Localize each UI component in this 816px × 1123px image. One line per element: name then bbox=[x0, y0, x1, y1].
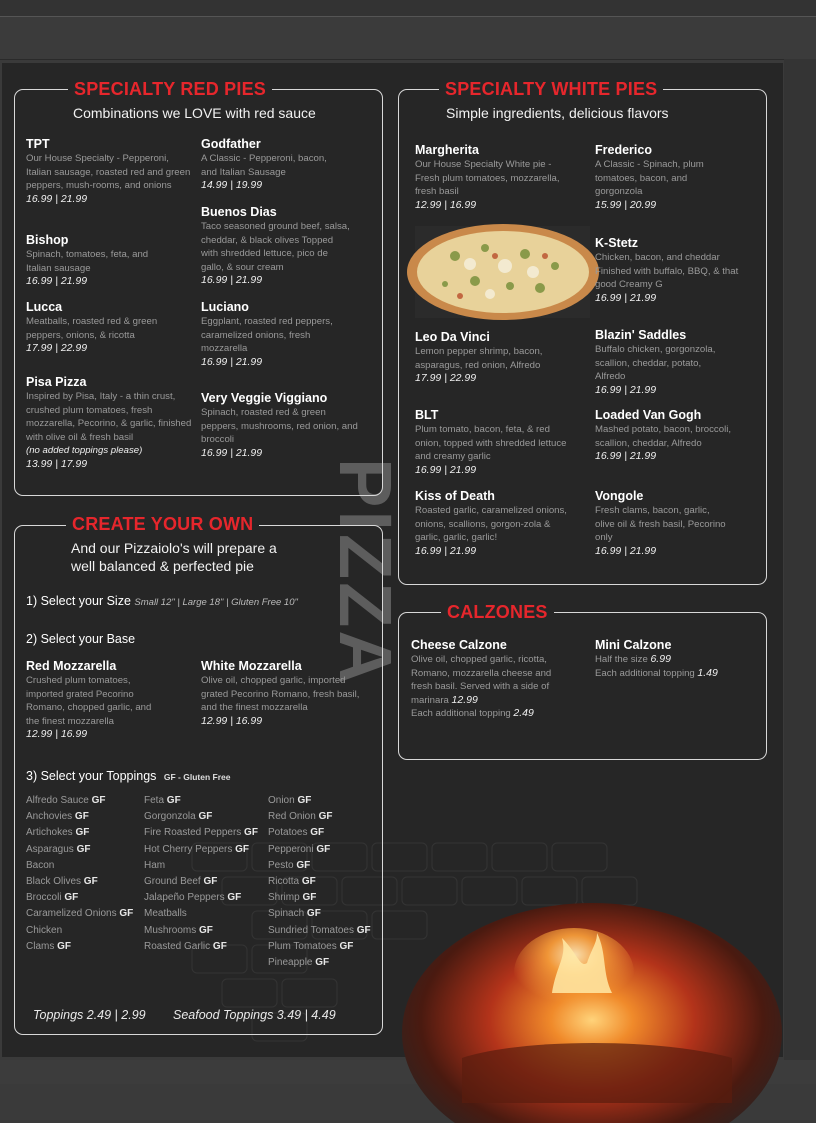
item-desc: A Classic - Pepperoni, bacon, and Italian Sausage bbox=[201, 153, 327, 178]
item-price: 15.99 | 20.99 bbox=[595, 198, 657, 211]
item-name: K-Stetz bbox=[595, 236, 639, 250]
item-desc: Chicken, bacon, and cheddar Finished with buffalo, BBQ, & that good Creamy G bbox=[595, 252, 739, 291]
menu-item-mini-calzone bbox=[595, 638, 767, 680]
item-name: Mini Calzone bbox=[595, 638, 672, 652]
menu-item-luciano bbox=[201, 300, 373, 369]
item-price: 16.99 | 21.99 bbox=[26, 192, 88, 205]
item-name: Godfather bbox=[201, 137, 261, 151]
step-select-base: 2) Select your Base bbox=[26, 632, 136, 646]
topping-name: Alfredo Sauce bbox=[26, 795, 89, 806]
topping-name: Caramelized Onions bbox=[26, 908, 117, 920]
topping-name: Pepperoni bbox=[268, 843, 314, 855]
gluten-free-badge: GF bbox=[61, 892, 79, 904]
menu-item-tpt bbox=[26, 137, 198, 206]
gluten-free-badge: GF bbox=[73, 843, 91, 855]
item-price: 16.99 | 21.99 bbox=[415, 463, 477, 476]
menu-item-leo-da-vinci bbox=[415, 330, 587, 386]
topping-item bbox=[268, 809, 383, 825]
topping-name: Sundried Tomatoes bbox=[268, 924, 354, 936]
item-name: Very Veggie Viggiano bbox=[201, 391, 328, 405]
topping-item bbox=[268, 874, 383, 890]
gluten-free-badge: GF bbox=[315, 811, 333, 823]
topping-name: Black Olives bbox=[26, 876, 82, 888]
topping-name: Onion bbox=[268, 795, 295, 806]
topping-item bbox=[268, 858, 383, 874]
topping-item bbox=[26, 890, 146, 906]
topping-item bbox=[26, 874, 146, 890]
menu-page bbox=[2, 63, 783, 1057]
gluten-free-badge: GF bbox=[293, 859, 311, 871]
topping-item bbox=[144, 809, 269, 825]
topping-item bbox=[144, 842, 269, 858]
topping-name: Spinach bbox=[268, 908, 305, 920]
item-desc: A Classic - Spinach, plum tomatoes, bacon, and gorgonzola bbox=[595, 159, 704, 198]
item-price: 16.99 | 21.99 bbox=[201, 274, 263, 287]
extra-price: 1.49 bbox=[697, 666, 718, 679]
menu-item-pisa-pizza bbox=[26, 375, 198, 472]
topping-name: Bacon bbox=[26, 859, 55, 871]
topping-item bbox=[26, 858, 146, 874]
gluten-free-badge: GF bbox=[224, 892, 242, 904]
item-price: 16.99 | 21.99 bbox=[415, 544, 477, 557]
item-name: Red Mozzarella bbox=[26, 659, 117, 673]
red-pies-subtitle: Combinations we LOVE with red sauce bbox=[73, 105, 316, 121]
topping-item bbox=[26, 906, 146, 922]
item-price: 16.99 | 21.99 bbox=[595, 450, 657, 463]
toppings-column-2 bbox=[144, 793, 269, 955]
item-desc: Fresh clams, bacon, garlic, olive oil & fresh basil, Pecorino only bbox=[595, 505, 726, 544]
topping-name: Ground Beef bbox=[144, 876, 201, 888]
item-extra bbox=[411, 707, 583, 721]
item-name: Margherita bbox=[415, 143, 479, 157]
red-pies-heading: SPECIALTY RED PIES bbox=[68, 79, 272, 100]
topping-item bbox=[268, 939, 383, 955]
gluten-free-badge: GF bbox=[72, 811, 89, 823]
item-desc: Plum tomato, bacon, feta, & red onion, topped with shredded lettuce and creamy garlic bbox=[415, 424, 567, 463]
gluten-free-badge: GF bbox=[299, 876, 316, 888]
gluten-free-badge: GF bbox=[196, 924, 213, 936]
item-note: (no added toppings please) bbox=[26, 445, 143, 457]
menu-item-buenos-dias bbox=[201, 205, 373, 288]
gluten-free-badge: GF bbox=[195, 811, 213, 823]
gluten-free-badge: GF bbox=[299, 892, 317, 904]
item-desc: Eggplant, roasted red peppers, caramelized onions, fresh mozzarella bbox=[201, 316, 333, 355]
item-desc: Spinach, roasted red & green peppers, mushrooms, red onion, and broccoli bbox=[201, 407, 358, 446]
item-name: Lucca bbox=[26, 300, 63, 314]
item-name: Cheese Calzone bbox=[411, 638, 507, 652]
topping-item bbox=[144, 874, 269, 890]
topping-item bbox=[144, 858, 269, 874]
item-price: 17.99 | 22.99 bbox=[26, 342, 88, 355]
menu-item-margherita bbox=[415, 143, 587, 212]
topping-item bbox=[268, 842, 383, 858]
topping-item bbox=[144, 906, 269, 922]
item-name: Loaded Van Gogh bbox=[595, 408, 702, 422]
item-price: 12.99 bbox=[451, 693, 478, 706]
topping-item bbox=[268, 906, 383, 922]
create-your-own-heading: CREATE YOUR OWN bbox=[66, 514, 259, 535]
step-label: 1) Select your Size bbox=[26, 594, 131, 608]
viewer-header-band bbox=[0, 17, 816, 60]
item-desc: Buffalo chicken, gorgonzola, scallion, cheddar, potato, Alfredo bbox=[595, 344, 716, 383]
item-name: Frederico bbox=[595, 143, 652, 157]
top-toolbar-strip bbox=[0, 0, 816, 17]
create-subtitle-line1: And our Pizzaiolo's will prepare a bbox=[71, 540, 277, 556]
base-red-mozzarella bbox=[26, 659, 198, 742]
item-price: 16.99 | 21.99 bbox=[595, 383, 657, 396]
viewer-right-gutter bbox=[784, 59, 816, 1084]
topping-name: Ricotta bbox=[268, 876, 300, 888]
menu-item-very-veggie-viggiano bbox=[201, 391, 373, 460]
item-price: 16.99 | 21.99 bbox=[26, 275, 88, 288]
extra-label: Each additional topping bbox=[595, 667, 695, 679]
gluten-free-badge: GF bbox=[72, 827, 90, 839]
item-price: 16.99 | 21.99 bbox=[595, 291, 657, 304]
menu-item-loaded-van-gogh bbox=[595, 408, 767, 464]
item-name: White Mozzarella bbox=[201, 659, 302, 673]
item-desc: Lemon pepper shrimp, bacon, asparagus, red onion, Alfredo bbox=[415, 346, 543, 371]
brick-oven-illustration bbox=[402, 843, 782, 1123]
size-options: Small 12" | Large 18" | Gluten Free 10" bbox=[134, 597, 298, 608]
topping-name: Hot Cherry Peppers bbox=[144, 843, 233, 855]
item-price: 14.99 | 19.99 bbox=[201, 179, 263, 192]
topping-name: Chicken bbox=[26, 924, 63, 936]
step-select-size bbox=[26, 594, 298, 608]
topping-name: Artichokes bbox=[26, 827, 73, 839]
item-price: 12.99 | 16.99 bbox=[201, 714, 263, 727]
topping-item bbox=[268, 825, 383, 841]
item-price: 16.99 | 21.99 bbox=[201, 446, 263, 459]
topping-name: Meatballs bbox=[144, 908, 187, 920]
white-pies-subtitle: Simple ingredients, delicious flavors bbox=[446, 105, 669, 121]
menu-item-lucca bbox=[26, 300, 198, 356]
item-name: Buenos Dias bbox=[201, 205, 277, 219]
item-desc: Roasted garlic, caramelized onions, onions, scallions, gorgon-zola & garlic, garlic, garlic! bbox=[415, 505, 567, 544]
item-desc bbox=[411, 653, 571, 707]
item-name: BLT bbox=[415, 408, 439, 422]
gluten-free-note: GF - Gluten Free bbox=[163, 772, 231, 782]
seafood-toppings-price: Seafood Toppings 3.49 | 4.49 bbox=[173, 1008, 336, 1022]
topping-name: Ham bbox=[144, 859, 166, 871]
toppings-column-3 bbox=[268, 793, 383, 971]
gluten-free-badge: GF bbox=[88, 795, 106, 806]
item-price: 17.99 | 22.99 bbox=[415, 372, 477, 385]
item-name: Pisa Pizza bbox=[26, 375, 87, 389]
gluten-free-badge: GF bbox=[81, 876, 98, 888]
item-price: 12.99 | 16.99 bbox=[26, 728, 88, 741]
menu-item-kiss-of-death bbox=[415, 489, 587, 558]
item-price: 16.99 | 21.99 bbox=[595, 544, 657, 557]
item-name: TPT bbox=[26, 137, 50, 151]
topping-name: Pesto bbox=[268, 859, 294, 871]
menu-item-bishop bbox=[26, 233, 198, 289]
gluten-free-badge: GF bbox=[353, 924, 371, 936]
gluten-free-badge: GF bbox=[336, 940, 354, 952]
topping-name: Mushrooms bbox=[144, 924, 197, 936]
gluten-free-badge: GF bbox=[210, 940, 227, 952]
topping-item bbox=[144, 939, 269, 955]
topping-item bbox=[26, 842, 146, 858]
base-white-mozzarella bbox=[201, 659, 373, 728]
item-desc-text: Olive oil, chopped garlic, ricotta, Romano, mozzarella cheese and fresh basil. Served with a side of marinara bbox=[411, 654, 552, 706]
topping-name: Clams bbox=[26, 940, 55, 952]
topping-item bbox=[268, 890, 383, 906]
item-desc: Taco seasoned ground beef, salsa, cheddar, & black olives Topped with shredded lettuce, pico de gallo, & sour cream bbox=[201, 221, 350, 273]
menu-item-cheese-calzone bbox=[411, 638, 583, 721]
topping-name: Broccoli bbox=[26, 892, 62, 904]
topping-item bbox=[268, 923, 383, 939]
menu-item-k-stetz bbox=[595, 236, 767, 305]
topping-name: Jalapeño Peppers bbox=[144, 892, 225, 904]
gluten-free-badge: GF bbox=[304, 908, 321, 920]
step-select-toppings bbox=[26, 769, 230, 783]
item-desc: Crushed plum tomatoes, imported grated Pecorino Romano, chopped garlic, and the finest mozzarella bbox=[26, 675, 152, 727]
topping-name: Gorgonzola bbox=[144, 811, 196, 823]
item-desc: Olive oil, chopped garlic, imported grated Pecorino Romano, fresh basil, and the finest mozzarella bbox=[201, 675, 360, 714]
topping-item bbox=[26, 923, 146, 939]
topping-item bbox=[268, 793, 383, 809]
menu-item-frederico bbox=[595, 143, 767, 212]
item-price: 6.99 bbox=[650, 653, 671, 665]
svg-text:PIZZA: PIZZA bbox=[324, 458, 407, 687]
calzones-heading: CALZONES bbox=[441, 602, 554, 623]
topping-item bbox=[268, 955, 383, 971]
item-price: 13.99 | 17.99 bbox=[26, 457, 88, 470]
topping-item bbox=[144, 923, 269, 939]
white-pies-heading: SPECIALTY WHITE PIES bbox=[439, 79, 663, 100]
menu-item-vongole bbox=[595, 489, 767, 558]
topping-item bbox=[144, 793, 269, 809]
menu-item-blazin-saddles bbox=[595, 328, 767, 397]
topping-item bbox=[26, 939, 146, 955]
topping-name: Shrimp bbox=[268, 892, 300, 904]
topping-name: Asparagus bbox=[26, 843, 74, 855]
topping-item bbox=[144, 890, 269, 906]
topping-item bbox=[26, 793, 146, 809]
topping-item bbox=[26, 825, 146, 841]
item-name: Bishop bbox=[26, 233, 69, 247]
gluten-free-badge: GF bbox=[312, 957, 330, 969]
item-price: 12.99 | 16.99 bbox=[415, 198, 477, 211]
topping-name: Pineapple bbox=[268, 957, 313, 969]
create-subtitle-line2: well balanced & perfected pie bbox=[71, 558, 254, 574]
topping-name: Fire Roasted Peppers bbox=[144, 827, 242, 839]
topping-name: Feta bbox=[144, 795, 165, 806]
topping-name: Plum Tomatoes bbox=[268, 940, 337, 952]
extra-price: 2.49 bbox=[513, 707, 534, 720]
item-desc: Our House Specialty - Pepperoni, Italian sausage, roasted red and green peppers, mush-rooms, and onions bbox=[26, 153, 191, 192]
topping-name: Roasted Garlic bbox=[144, 940, 211, 952]
step-label: 3) Select your Toppings bbox=[26, 769, 157, 783]
item-desc bbox=[595, 653, 767, 667]
item-name: Vongole bbox=[595, 489, 644, 503]
item-desc: Inspired by Pisa, Italy - a thin crust, crushed plum tomatoes, fresh mozzarella, Pecorino, & garlic, finished with olive oil & fresh basil bbox=[26, 391, 192, 443]
topping-name: Red Onion bbox=[268, 811, 316, 823]
gluten-free-badge: GF bbox=[164, 795, 181, 806]
item-desc: Spinach, tomatoes, feta, and Italian sausage bbox=[26, 249, 149, 274]
gluten-free-badge: GF bbox=[232, 843, 250, 855]
item-name: Luciano bbox=[201, 300, 249, 314]
gluten-free-badge: GF bbox=[200, 876, 218, 888]
topping-item bbox=[26, 809, 146, 825]
item-name: Kiss of Death bbox=[415, 489, 495, 503]
gluten-free-badge: GF bbox=[313, 843, 331, 855]
item-price: 16.99 | 21.99 bbox=[201, 355, 263, 368]
item-desc-text: Half the size bbox=[595, 654, 648, 665]
toppings-column-1 bbox=[26, 793, 146, 955]
gluten-free-badge: GF bbox=[116, 908, 134, 920]
item-desc: Our House Specialty White pie - Fresh plum tomatoes, mozzarella, fresh basil bbox=[415, 159, 560, 198]
toppings-price: Toppings 2.49 | 2.99 bbox=[33, 1008, 146, 1022]
item-name: Leo Da Vinci bbox=[415, 330, 490, 344]
gluten-free-badge: GF bbox=[307, 827, 325, 839]
extra-label: Each additional topping bbox=[411, 708, 511, 720]
menu-item-godfather bbox=[201, 137, 373, 193]
gluten-free-badge: GF bbox=[54, 940, 72, 952]
item-desc: Meatballs, roasted red & green peppers, onions, & ricotta bbox=[26, 316, 158, 341]
topping-name: Potatoes bbox=[268, 827, 308, 839]
menu-item-blt bbox=[415, 408, 587, 477]
topping-item bbox=[144, 825, 269, 841]
margherita-pizza-photo bbox=[415, 226, 590, 318]
item-name: Blazin' Saddles bbox=[595, 328, 687, 342]
item-extra bbox=[595, 667, 767, 681]
gluten-free-badge: GF bbox=[241, 827, 258, 839]
topping-name: Anchovies bbox=[26, 811, 73, 823]
gluten-free-badge: GF bbox=[294, 795, 312, 806]
item-desc: Mashed potato, bacon, broccoli, scallion, cheddar, Alfredo bbox=[595, 424, 731, 449]
